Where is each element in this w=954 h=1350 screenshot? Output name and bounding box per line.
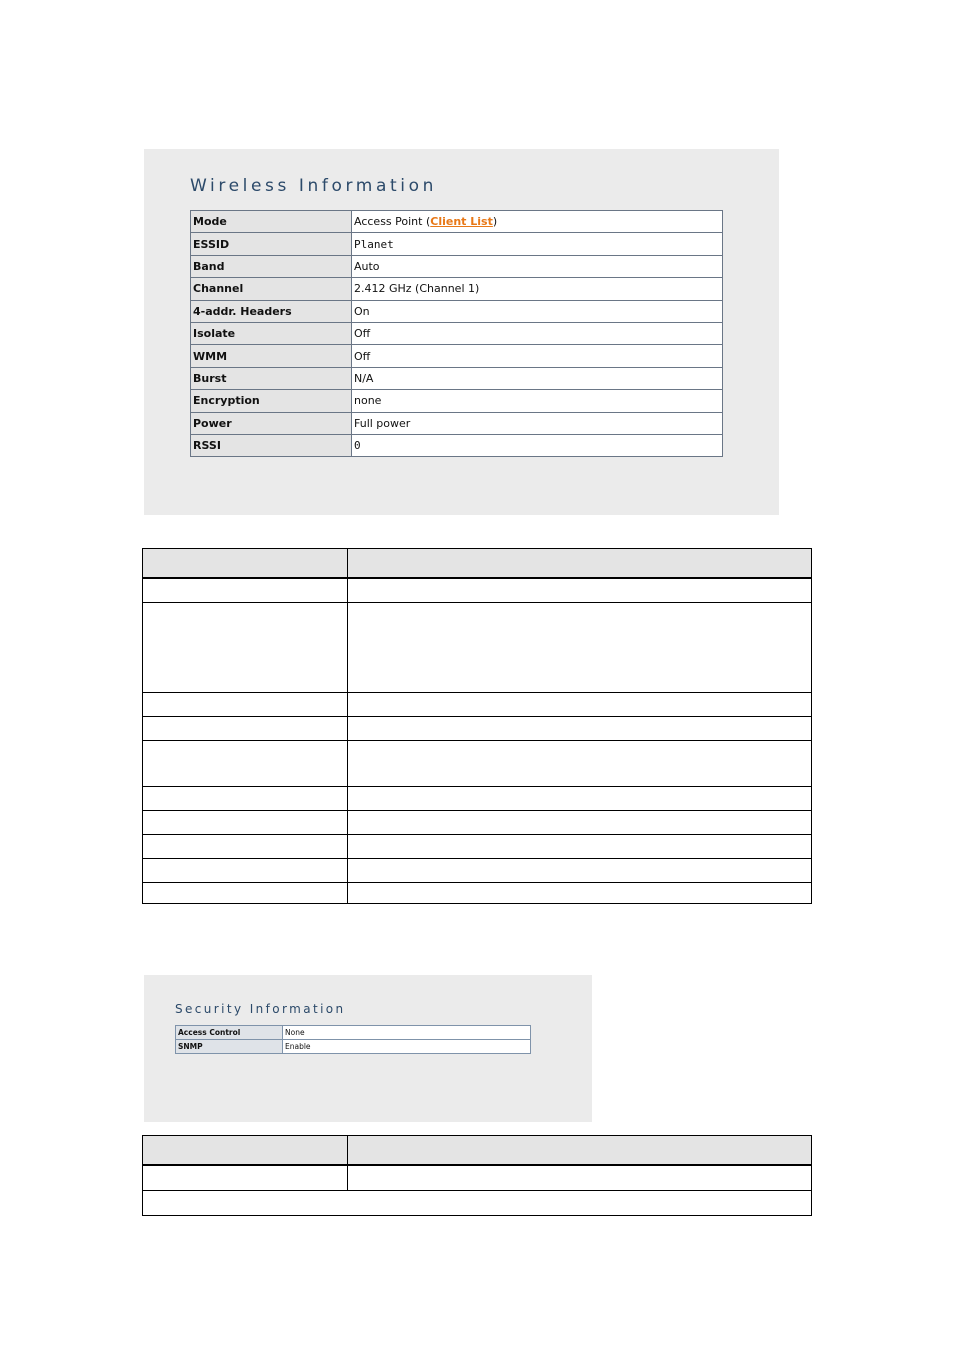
client-list-link[interactable]: Client List — [430, 215, 493, 229]
table-header-row — [143, 549, 811, 578]
power-value: Full power — [352, 412, 723, 434]
security-information-panel — [144, 975, 592, 1122]
security-information-table — [175, 1025, 531, 1054]
table-row — [143, 578, 811, 602]
table-row — [191, 255, 723, 277]
essid-label: ESSID — [191, 233, 352, 255]
table-row — [143, 858, 811, 882]
isolate-label: Isolate — [191, 322, 352, 344]
burst-value: N/A — [352, 367, 723, 389]
access-control-value: None — [283, 1026, 531, 1040]
channel-value: 2.412 GHz (Channel 1) — [352, 278, 723, 300]
table-row — [191, 278, 723, 300]
table-row — [191, 390, 723, 412]
security-description-table — [142, 1135, 812, 1216]
access-control-label: Access Control — [176, 1026, 283, 1040]
table-row — [143, 786, 811, 810]
encryption-value: none — [352, 390, 723, 412]
table-row — [143, 716, 811, 740]
band-label: Band — [191, 255, 352, 277]
mode-value: Access Point (Client List) — [352, 211, 723, 233]
table-row — [176, 1026, 531, 1040]
table-row — [143, 810, 811, 834]
4-addr-headers-label: 4-addr. Headers — [191, 300, 352, 322]
table-row — [143, 834, 811, 858]
channel-label: Channel — [191, 278, 352, 300]
table-row — [191, 300, 723, 322]
table-row — [191, 434, 723, 456]
band-value: Auto — [352, 255, 723, 277]
mode-label: Mode — [191, 211, 352, 233]
table-row — [191, 345, 723, 367]
table-row — [191, 211, 723, 233]
wireless-description-table — [142, 548, 812, 904]
table-row — [143, 1190, 811, 1191]
table-row — [191, 412, 723, 434]
wmm-label: WMM — [191, 345, 352, 367]
table-row — [191, 322, 723, 344]
wireless-information-panel — [144, 149, 779, 515]
snmp-value: Enable — [283, 1040, 531, 1054]
snmp-label: SNMP — [176, 1040, 283, 1054]
burst-label: Burst — [191, 367, 352, 389]
table-row — [143, 1165, 811, 1190]
wireless-information-table — [190, 210, 723, 457]
security-information-title: Security Information — [175, 1002, 346, 1016]
table-row — [143, 740, 811, 786]
essid-value: Planet — [352, 233, 723, 255]
table-row — [191, 233, 723, 255]
power-label: Power — [191, 412, 352, 434]
table-row — [176, 1040, 531, 1054]
table-row — [191, 367, 723, 389]
4-addr-headers-value: On — [352, 300, 723, 322]
wmm-value: Off — [352, 345, 723, 367]
wireless-information-title: Wireless Information — [190, 176, 437, 196]
table-header-row — [143, 1136, 811, 1165]
rssi-value: 0 — [352, 434, 723, 456]
rssi-label: RSSI — [191, 434, 352, 456]
isolate-value: Off — [352, 322, 723, 344]
encryption-label: Encryption — [191, 390, 352, 412]
table-row — [143, 692, 811, 716]
table-row — [143, 602, 811, 692]
table-row — [143, 882, 811, 903]
